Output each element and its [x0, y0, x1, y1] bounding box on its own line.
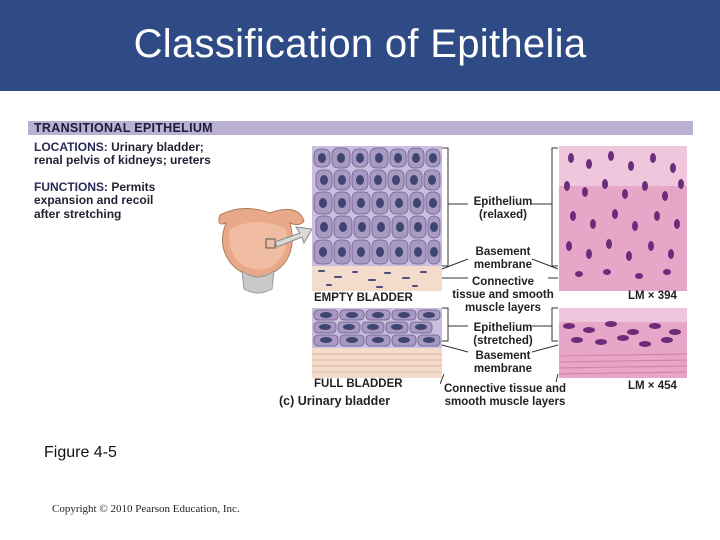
slide-title: Classification of Epithelia	[133, 22, 587, 66]
label-connective-2-b: smooth muscle layers	[444, 396, 566, 408]
label-basement-1-b: membrane	[473, 259, 533, 271]
lm-top-label: LM × 394	[628, 290, 677, 302]
micrograph-relaxed	[559, 146, 687, 291]
figure-header: TRANSITIONAL EPITHELIUM	[34, 121, 213, 135]
label-connective-1-a: Connective	[472, 276, 534, 288]
copyright-notice: Copyright © 2010 Pearson Education, Inc.	[52, 503, 240, 515]
empty-bladder-drawing	[312, 146, 442, 291]
panel-label: (c) Urinary bladder	[279, 394, 391, 408]
bladder-illustration	[212, 205, 317, 300]
locations-text-2: renal pelvis of kidneys; ureters	[34, 153, 211, 167]
title-bar	[0, 0, 720, 91]
label-connective-2-a: Connective tissue and	[443, 383, 567, 395]
label-connective-1-b: tissue and smooth	[452, 289, 554, 301]
label-basement-2-a: Basement	[475, 350, 531, 362]
functions-text-2: expansion and recoil	[34, 193, 154, 207]
figure-caption: Figure 4-5	[44, 444, 117, 461]
functions-text-3: after stretching	[34, 207, 122, 221]
functions-label: FUNCTIONS:	[34, 180, 108, 194]
label-epithelium-stretched-1: Epithelium	[473, 322, 533, 334]
label-basement-1-a: Basement	[475, 246, 531, 258]
label-epithelium-relaxed-1: Epithelium	[473, 196, 533, 208]
lm-bottom-label: LM × 454	[628, 380, 677, 392]
label-connective-1	[443, 276, 563, 315]
full-bladder-drawing	[312, 308, 442, 378]
label-basement-1	[463, 246, 543, 272]
label-basement-2-b: membrane	[473, 363, 533, 375]
label-epithelium-relaxed-2: (relaxed)	[479, 209, 527, 221]
label-epithelium-stretched-2: (stretched)	[473, 335, 533, 347]
empty-bladder-label: EMPTY BLADDER	[314, 292, 413, 304]
locations-text-1: Urinary bladder;	[107, 140, 204, 154]
label-connective-1-c: muscle layers	[464, 302, 542, 314]
label-epithelium-stretched	[463, 322, 543, 348]
locations-label: LOCATIONS:	[34, 140, 108, 154]
label-epithelium-relaxed	[463, 196, 543, 222]
figure-header-band	[28, 121, 693, 135]
functions-text-1: Permits	[108, 180, 156, 194]
label-basement-2	[463, 350, 543, 376]
full-bladder-label: FULL BLADDER	[314, 378, 403, 390]
label-connective-2	[435, 383, 575, 409]
micrograph-stretched	[559, 308, 687, 378]
